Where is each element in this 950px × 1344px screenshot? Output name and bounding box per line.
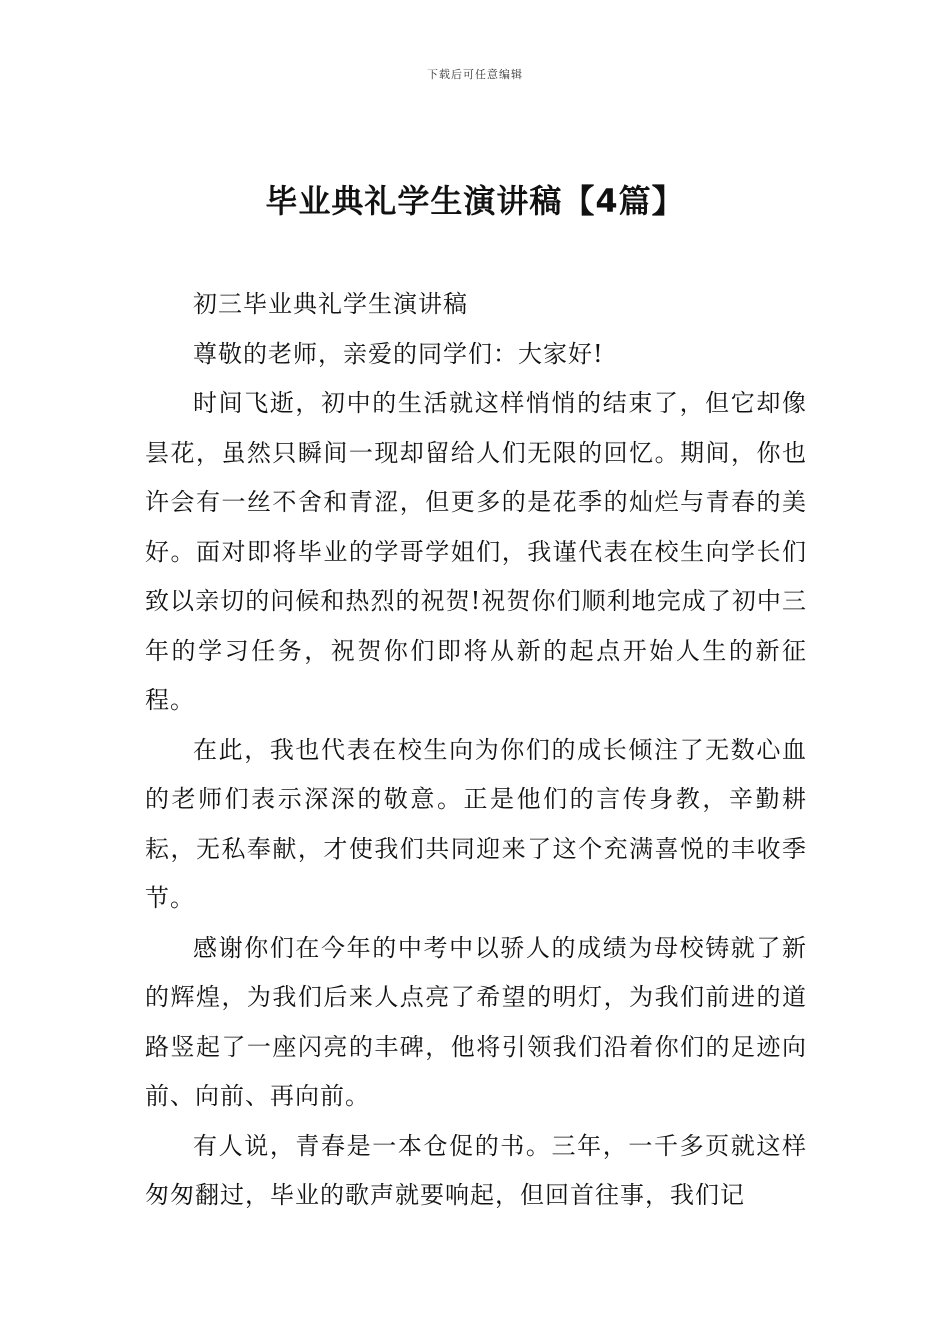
body-paragraph: 在此，我也代表在校生向为你们的成长倾注了无数心血的老师们表示深深的敬意。正是他们的言传身教，辛勤耕耘，无私奉献，才使我们共同迎来了这个充满喜悦的丰收季节。 xyxy=(145,735,807,912)
body-paragraph: 有人说，青春是一本仓促的书。三年，一千多页就这样匆匆翻过，毕业的歌声就要响起，但回首往事，我们记 xyxy=(145,1131,807,1209)
body-paragraph: 感谢你们在今年的中考中以骄人的成绩为母校铸就了新的辉煌，为我们后来人点亮了希望的明灯，为我们前进的道路竖起了一座闪亮的丰碑，他将引领我们沿着你们的足迹向前、向前、再向前。 xyxy=(145,933,807,1110)
body-paragraph: 时间飞逝，初中的生活就这样悄悄的结束了，但它却像昙花，虽然只瞬间一现却留给人们无限的回忆。期间，你也许会有一丝不舍和青涩，但更多的是花季的灿烂与青春的美好。面对即将毕业的学哥学姐们，我谨代表在校生向学长们致以亲切的问候和热烈的祝贺!祝贺你们顺利地完成了初中三年的学习任务，祝贺你们即将从新的起点开始人生的新征程。 xyxy=(145,389,807,714)
greeting-paragraph: 尊敬的老师，亲爱的同学们：大家好! xyxy=(193,339,604,368)
document-body xyxy=(145,280,807,1221)
document-subtitle: 初三毕业典礼学生演讲稿 xyxy=(193,290,468,318)
document-title: 毕业典礼学生演讲稿【4篇】 xyxy=(265,182,685,220)
header-note: 下载后可任意编辑 xyxy=(427,68,523,81)
